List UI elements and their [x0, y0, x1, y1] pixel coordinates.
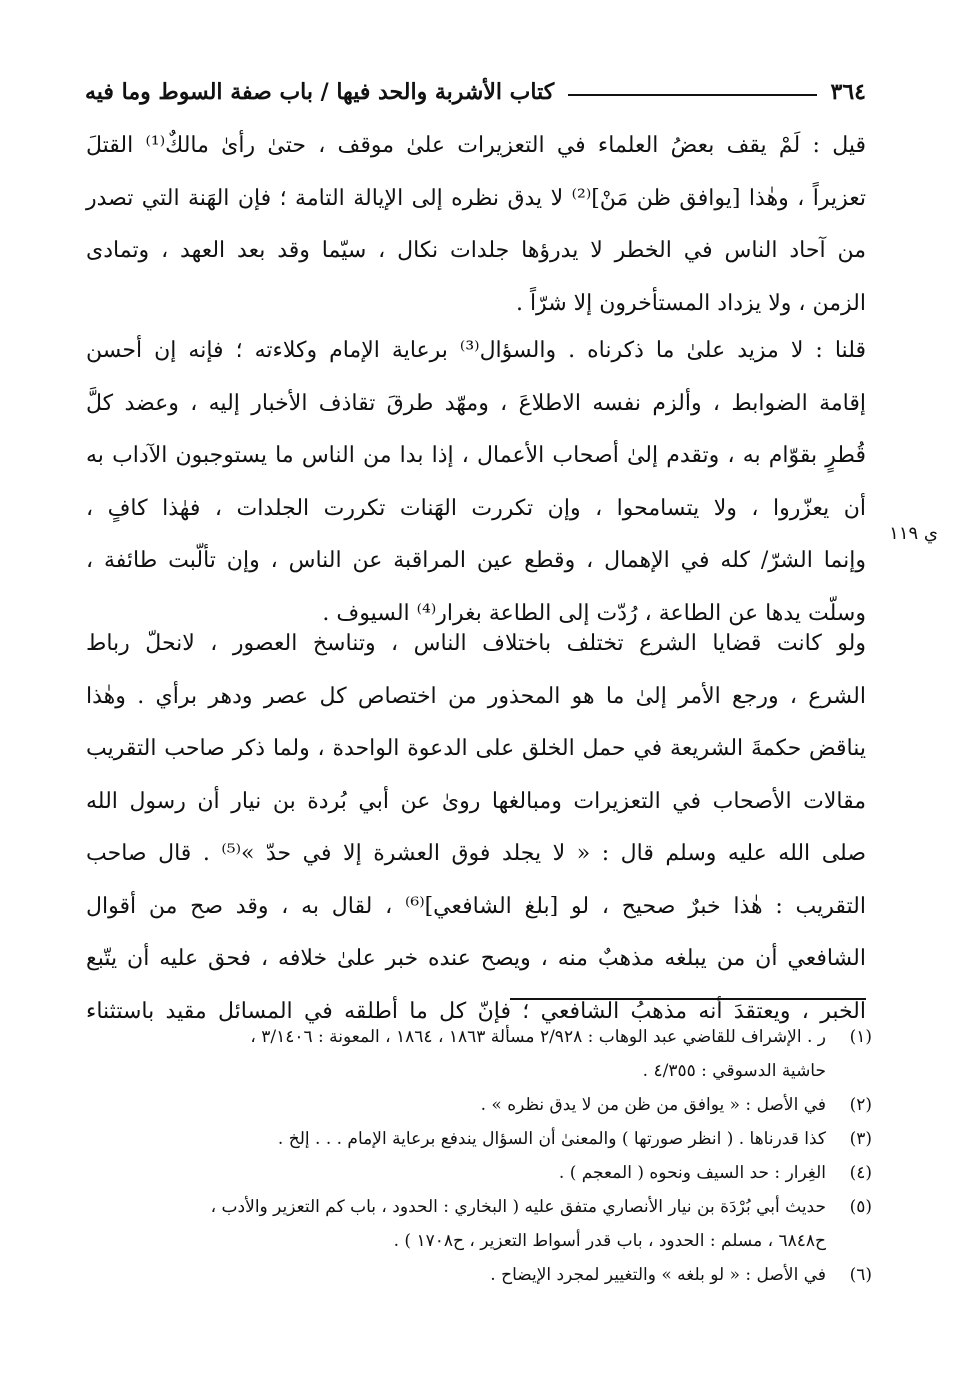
text-line: أن يعزّروا ، ولا يتسامحوا ، وإن تكررت الهَنات تكررت الجلدات ، فهٰذا كافٍ ،	[86, 495, 866, 521]
footnote-number: (١)	[849, 1027, 872, 1047]
text-line: الخبر ، ويعتقدَ أنه مذهبُ الشافعي ؛ فإنّ كل ما أطلقه في المسائل مقيد باستثناء	[86, 998, 866, 1024]
text-line: إقامة الضوابط ، وألزم نفسه الاطلاعَ ، ومهّد طرقَ تقاذف الأخبار إليه ، وعضد كلَّ	[86, 390, 866, 416]
paragraph-3	[86, 618, 866, 1038]
footnote-number: (٦)	[849, 1265, 872, 1285]
text-line: ولو كانت قضايا الشرع تختلف باختلاف الناس ، وتناسخ العصور ، لانحلّ رباط	[86, 631, 866, 656]
header-rule	[568, 94, 816, 96]
text-line: الشافعي أن من يبلغه مذهبٌ منه ، ويصح عنده خبر علىٰ خلافه ، فحق عليه أن يتّبع	[86, 946, 866, 971]
text-line: الشرع ، ورجع الأمر إلىٰ ما هو المحذور من اختصاص كل عصر ودهر برأي . وهٰذا	[86, 683, 866, 709]
footnotes	[86, 1020, 872, 1292]
footnote-line: الغِرار : حد السيف ونحوه ( المعجم ) .	[558, 1163, 826, 1183]
text-line: التقريب : هٰذا خبرٌ صحيح ، لو [بلغ الشافعي]⁽⁶⁾ ، لقال به ، وقد صح من أقوال	[86, 893, 866, 919]
footnote-number: (٢)	[849, 1095, 872, 1115]
footnote-separator	[510, 998, 866, 1000]
footnote-number: (٥)	[849, 1197, 872, 1217]
text-line: من آحاد الناس في الخطر لا يدرؤها جلدات نكال ، سيّما وقد بعد العهد ، وتمادى	[86, 238, 866, 263]
footnote-number: (٣)	[849, 1129, 872, 1149]
running-header	[85, 72, 866, 112]
paragraph-1	[86, 120, 866, 330]
text-line: مقالات الأصحاب في التعزيرات ومبالغها روىٰ عن أبي بُردة بن نيار أن رسول الله	[86, 788, 866, 814]
running-title: كتاب الأشربة والحد فيها / باب صفة السوط وما فيه	[85, 79, 555, 105]
footnote-line: ح٦٨٤٨ ، مسلم : الحدود ، باب قدر أسواط التعزير ، ح١٧٠٨ ) .	[393, 1231, 826, 1251]
footnote-text	[86, 1190, 826, 1258]
text-line: يناقض حكمةَ الشريعة في حمل الخلق على الدعوة الواحدة ، ولما ذكر صاحب التقريب	[86, 736, 866, 761]
paragraph-2	[86, 325, 866, 640]
footnote-line: كذا قدرناها . ( انظر صورتها ) والمعنىٰ أن السؤال يندفع برعاية الإمام . . . إلخ .	[277, 1129, 826, 1149]
footnote-5	[86, 1190, 872, 1258]
footnote-6	[86, 1258, 872, 1292]
text-line: قلنا : لا مزيد علىٰ ما ذكرناه . والسؤال⁽³⁾ برعاية الإمام وكلاءته ؛ فإنه إن أحسن	[86, 338, 866, 363]
footnote-line: حاشية الدسوقي : ٤/٣٥٥ .	[642, 1061, 826, 1081]
footnote-number: (٤)	[849, 1163, 872, 1183]
text-line: وإنما الشرّ/ كله في الإهمال ، وقطع عين المراقبة عن الناس ، وإن تألّبت طائفة ،	[86, 548, 866, 573]
text-line: الزمن ، ولا يزداد المستأخرون إلا شرّاً .	[515, 290, 866, 316]
text-line: قُطرٍ بقوّام به ، وتقدم إلىٰ أصحاب الأعمال ، إذا بدا من الناس ما يستوجبون الآداب به	[86, 443, 866, 468]
text-line: تعزيراً ، وهٰذا [يوافق ظن مَنْ]⁽²⁾ لا يدق نظره إلى الإيالة التامة ؛ فإن الهَنة التي تصدر	[86, 185, 866, 211]
footnote-3	[86, 1122, 872, 1156]
footnote-4	[86, 1156, 872, 1190]
text-line: وسلّت يدها عن الطاعة ، رُدّت إلى الطاعة بغرار⁽⁴⁾ السيوف .	[322, 600, 866, 626]
footnote-text	[86, 1020, 826, 1088]
footnote-1	[86, 1020, 872, 1088]
footnote-line: حديث أبي بُرْدَة بن نيار الأنصاري متفق عليه ( البخاري : الحدود ، باب كم التعزير والأدب ،	[210, 1197, 826, 1217]
footnote-line: في الأصل : « يوافق من ظن من لا يدق نظره » .	[480, 1095, 826, 1115]
text-line: صلى الله عليه وسلم قال : « لا يجلد فوق العشرة إلا في حدّ »⁽⁵⁾ . قال صاحب	[86, 841, 866, 866]
footnote-2	[86, 1088, 872, 1122]
footnote-line: ر . الإشراف للقاضي عبد الوهاب : ٢/٩٢٨ مسألة ١٨٦٣ ، ١٨٦٤ ، المعونة : ٣/١٤٠٦ ،	[250, 1027, 826, 1047]
margin-folio-note: ي ١١٩	[889, 523, 938, 544]
page-number: ٣٦٤	[830, 79, 866, 105]
text-line: قيل : لَمْ يقف بعضُ العلماء في التعزيرات علىٰ موقف ، حتىٰ رأىٰ مالكٌ⁽¹⁾ القتلَ	[86, 133, 867, 158]
footnote-line: في الأصل : « لو بلغه » والتغيير لمجرد الإيضاح .	[490, 1265, 826, 1285]
